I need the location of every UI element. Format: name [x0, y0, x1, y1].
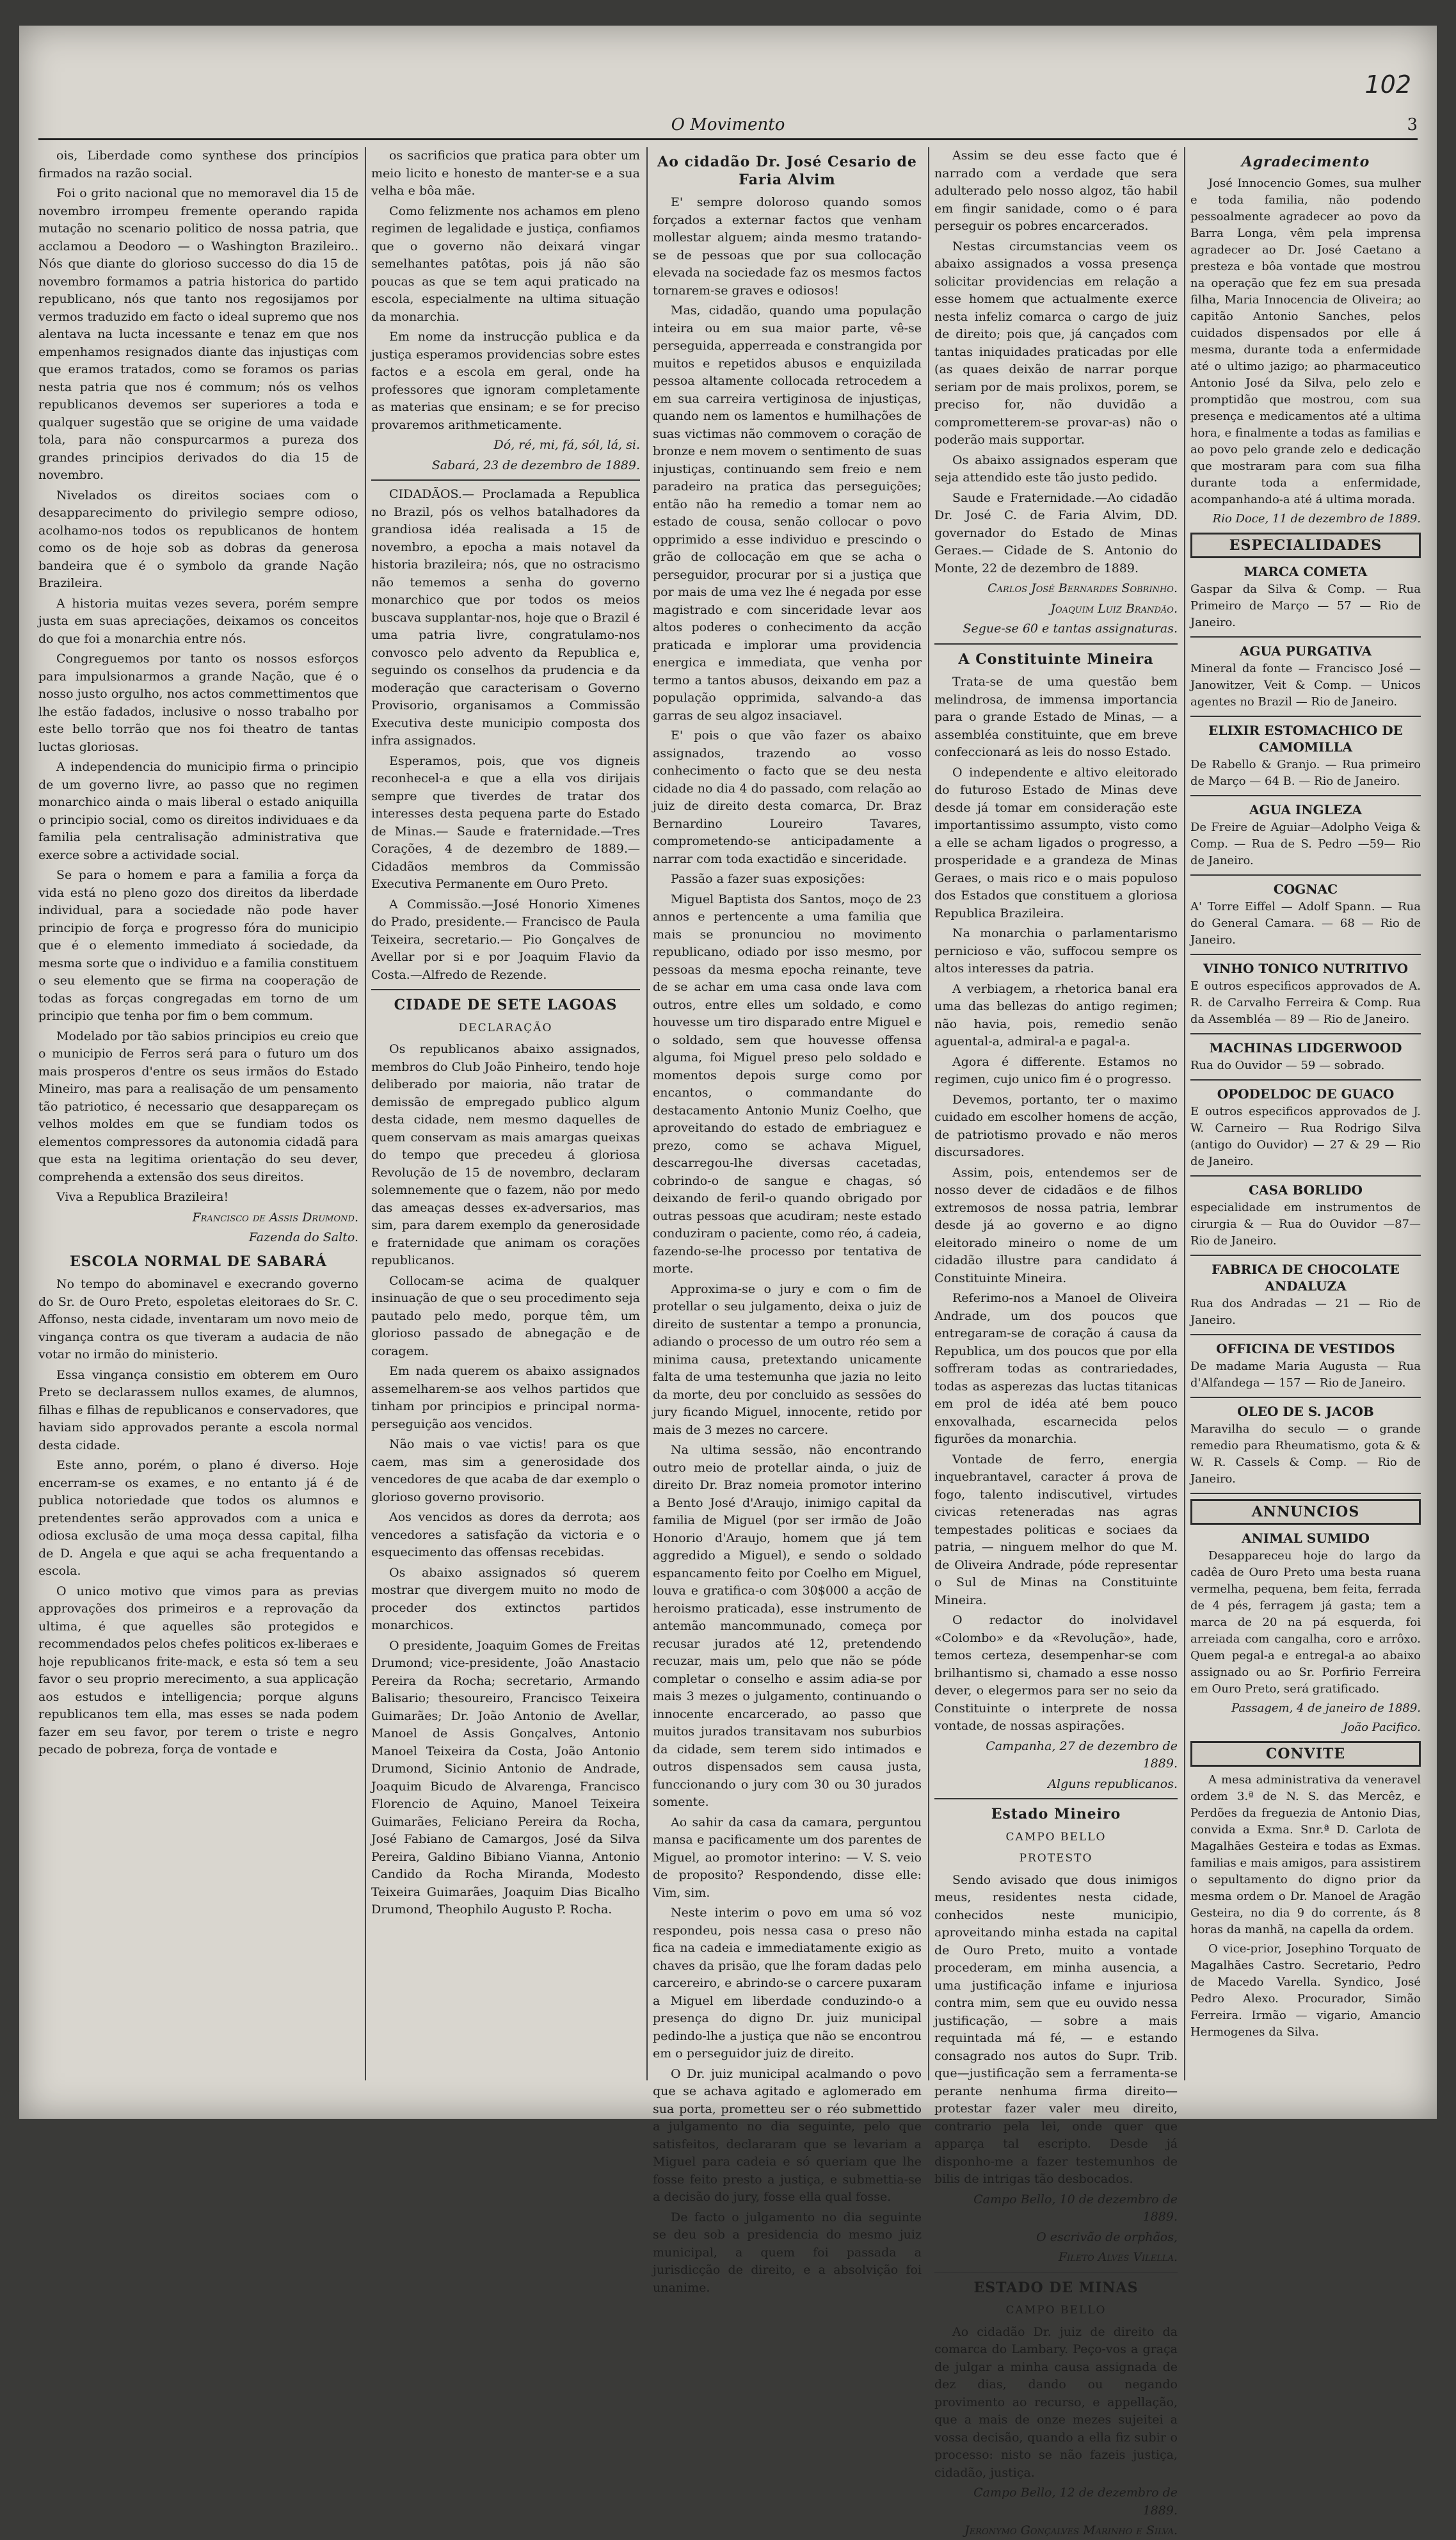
paragraph: Assim se deu esse facto que é narrado com a verdade que sera adulterado pelo nosso algoz, tão habil em fingir sanidade, como o é para perseguir os pobres encarcerados. [934, 149, 1178, 233]
divider [1190, 1079, 1421, 1081]
agradecimento-paragraph: José Innocencio Gomes, sua mulher e toda familia, não podendo pessoalmente agradecer ao povo da Barra Longa, vêm pela imprensa agradecer ao Dr. José Caetano a presteza e bôa vontade que mostrou na operação que fez em sua presada filha, Maria Innocencia de Oliveira; ao capitão Antonio Sanches, pelos cuidados dispensados por elle á mesma, durante toda a enfermidade até o ultimo jazigo; ao pharmaceutico Antonio José da Silva, pelo zelo e promptidão que mostrou, com sua presença e medicamentos até a ultima hora, e finalmente a todas as familias e ao povo pelo grande zelo e dedicação que mostraram para com sua filha durante toda a enfermidade, acompanhando-a até á ultima morada. [1190, 177, 1421, 506]
ad-body: Desappareceu hoje do largo da cadêa de Ouro Preto uma besta ruana vermelha, pequena, bem feita, ferrada de 4 pés, ferragem já gasta; tem a marca de 20 na pá esquerda, foi arreiada com cangalha, coro e arrôxo. Quem pegal-a e entregal-a ao abaixo assignado ou ao Sr. Porfirio Ferreira em Ouro Preto, será gratificado. [1190, 1549, 1421, 1696]
masthead-title: O Movimento [671, 115, 785, 134]
paragraph: Essa vingança consistio em obterem em Ouro Preto se declarassem nullos exames, de alumnos, filhas e filhas de republicanos e conservadores, que haviam sido approvados perante a escola normal desta cidade. [38, 1367, 358, 1452]
page-number: 3 [1407, 115, 1418, 134]
paragraph: Na monarchia o parlamentarismo pernicioso e vão, suffocou sempre os altos interesses da patria. [934, 926, 1178, 976]
section-subtitle: CAMPO BELLO [1005, 1830, 1107, 1844]
signature: Joaquim Luiz Brandão. [1050, 601, 1178, 616]
divider [1190, 636, 1421, 638]
paragraph: A historia muitas vezes severa, porém sempre justa em suas apreciações, deixamos os conceitos do que foi a monarchia entre nós. [38, 596, 358, 646]
paragraph: Mas, cidadão, quando uma população inteira ou em sua maior parte, vê-se perseguida, apperreada e constrangida por muitos e repetidos abusos e enquizilada pessoa altamente collocada retrocedem a em sua carreira vertiginosa de injustiças, quando nem os lamentos e humilhações de suas victimas não commovem o coração de bronze e nem movem o sentimento de suas injustiças, continuando sem freio e nem paradeiro na pratica das perseguições; então não ha remedio a tomar nem ao estado de cousa, senão collocar o povo opprimido a esse individuo e prescindo o grão de collocação em que se acha o perseguidor, procurar por si a justiça que por mais de uma vez lhe é negada por esse magistrado e com sinceridade levar aos altos poderes o conhecimento da acção praticada e implorar uma providencia energica e immediata, que venha por termo a tantos abusos, deixando em paz a população opprimida, salvando-a das garras de seu algoz insaciavel. [653, 303, 922, 723]
column-2-top-paragraphs [371, 147, 640, 434]
paragraph: Referimo-nos a Manoel de Oliveira Andrade, um dos poucos que entregaram-se de coração á causa da Republica, um dos poucos que por ella soffreram todas as contrariedades, todas as asperezas das luctas titanicas em prol de idéa até bem pouco enxovalhada, escarnecida pelos figurões da monarchia. [934, 1291, 1178, 1446]
divider [1190, 1493, 1421, 1494]
convite-paragraph: A mesa administrativa da veneravel ordem 3.ª de N. S. das Mercêz, e Perdões da freguezia de Antonio Dias, convida a Exma. Snr.ª D. Carlota de Magalhães Gesteira e todas as Exmas. familias e mais amigos, para assistirem o sepultamento do digno prior da mesma ordem o Dr. Manoel de Aragão Gesteira, no dia 9 do corrente, ás 8 horas da manhã, na capella da ordem. [1190, 1773, 1421, 1936]
ad-title: MACHINAS LIDGERWOOD [1209, 1040, 1402, 1056]
verse: Dó, ré, mi, fá, sól, lá, si. [493, 438, 640, 452]
column-4-section-paragraphs [934, 673, 1178, 1735]
ads-list [1190, 563, 1421, 1494]
ad-title: VINHO TONICO NUTRITIVO [1203, 961, 1409, 976]
ad-body: A' Torre Eiffel — Adolf Spann. — Rua do General Camara. — 68 — Rio de Janeiro. [1190, 900, 1421, 947]
divider [1190, 1334, 1421, 1335]
paragraph: Os republicanos abaixo assignados, membros do Club João Pinheiro, tendo hoje deliberado por maioria, não tratar de demissão de empregado publico algum desta cidade, nem mesmo daquelles de quem conservam as mais amargas queixas do tempo que precedeu á gloriosa Revolução de 15 de novembro, declaram solemnemente que o fazem, não por medo das ameaças desses ex-adversarios, mas sim, para darem exemplo da generosidade e fraternidade que animam os corações republicanos. [371, 1042, 640, 1267]
dateline: Rio Doce, 11 de dezembro de 1889. [1212, 512, 1421, 526]
divider [1190, 1175, 1421, 1177]
paragraph: O redactor do inolvidavel «Colombo» e da «Revolução», hade, temos certeza, desempenhar-se com brilhantismo si, chamado a esse nosso dever, o elegermos para ser no seio da Constituinte o interprete de nossa vontade, de nossas aspirações. [934, 1613, 1178, 1733]
newspaper-page [19, 26, 1437, 2537]
ad-body: De Rabello & Granjo. — Rua primeiro de Março — 64 B. — Rio de Janeiro. [1190, 758, 1421, 788]
paragraph: O Dr. juiz municipal acalmando o povo que se achava agitado e aglomerado em sua porta, prometteu ser o réo submettido a julgamento no dia seguinte, pelo que satisfeitos, declararam que se levariam a Miguel para cadeia e só queriam que lhe fosse feito presto a justiça, e submettia-se a decisão do jury, fosse ella qual fosse. [653, 2066, 922, 2204]
paragraph: Modelado por tão sabios principios eu creio que o municipio de Ferros será para o futuro um dos mais prosperos d'entre os seus irmãos do Estado Mineiro, mas para a realisação de um pensamento tão patriotico, é necessario que desappareçam os velhos moldes em que se fundiam todos os elementos compressores da autonomia cidadã para que esta na legitima orientação do seu dever, comprehenda a extensão dos seus direitos. [38, 1029, 358, 1184]
paragraph: De facto o julgamento no dia seguinte se deu sob a presidencia do mesmo juiz municipal, a quem foi passada a jurisdicção de direito, e a absolvição foi unanime. [653, 2210, 922, 2295]
protest-paragraph: Sendo avisado que dous inimigos meus, residentes nesta cidade, conhecidos neste municipio, aproveitando minha estada na capital de Ouro Preto, muito a vontade procederam, em minha ausencia, a uma justificação infame e injuriosa contra mim, sem que eu ouvido nessa justificação, — sobre a mais requintada má fé, — e estando consagrado nos autos do Supr. Trib. que—justificação sem a ferramenta-se perante nenhuma firma direito— protestar fazer valer meu direito, contrario pela lei, onde quer que apparça tal escripto. Desde já disponho-me a fazer testemunhos de bilis de intrigas tão desbocados. [934, 1872, 1178, 2186]
divider [1190, 874, 1421, 876]
paragraph: Agora é differente. Estamos no regimen, cujo unico fim é o progresso. [934, 1054, 1178, 1086]
letter-title: Ao cidadão Dr. José Cesario de Faria Alvim [657, 154, 917, 188]
paragraph: Na ultima sessão, não encontrando outro meio de protellar ainda, o juiz de direito Dr. Braz nomeia promotor interino a Bento José d'Araujo, inimigo capital da familia de Miguel (por ser irmão de João Honorio d'Araujo, homem que já tem aggredido a Miguel), e sendo o soldado espancamento feito por Coelho em Miguel, louva e gratifica-o com 30$000 a acção de heroismo praticada), esse instrumento de antemão mancommunado, começa por recusar jurados até 12, pretendendo recuzar, mais um, pelo que não se póde completar o conselho e assim adia-se por mais 3 mezes o julgamento, continuando o innocente encarcerado, ao passo que muitos jurados transitavam nos suburbios da cidade, sem terem sido intimados e outros dispensados sem causa justa, funccionando o jury com 30 ou 30 jurados somente. [653, 1443, 922, 1809]
divider [1190, 716, 1421, 717]
dateline: Campo Bello, 10 de dezembro de 1889. [973, 2192, 1178, 2224]
signature: Carlos José Bernardes Sobrinho. [988, 581, 1178, 595]
ad-title: OLEO DE S. JACOB [1237, 1404, 1374, 1419]
section-title: Agradecimento [1241, 154, 1370, 170]
paragraph: Passão a fazer suas exposições: [671, 872, 865, 886]
paragraph: E' pois o que vão fazer os abaixo assignados, trazendo ao vosso conhecimento o facto que se deu nesta cidade no dia 4 do passado, com relação ao juiz de direito desta comarca, Dr. Braz Bernardino Loureiro Tavares, comprometendo-se anticipadamente a narrar com toda exactidão e sinceridade. [653, 728, 922, 866]
convite-signatures: O vice-prior, Josephino Torquato de Magalhães Castro. Secretario, Pedro de Macedo Varella. Syndico, José Pedro Alexo. Procurador, Simão Ferreira. Irmão — vigario, Amancio Hermogenes da Silva. [1190, 1942, 1421, 2039]
paragraph: ois, Liberdade como synthese dos princípios firmados na razão social. [38, 149, 358, 181]
divider [371, 479, 640, 481]
divider [934, 643, 1178, 645]
ad-title: MARCA COMETA [1244, 564, 1368, 579]
paragraph: Nestas circumstancias veem os abaixo assignados a vossa presença solicitar providencias em relação a esse homem que actualmente exerce nesta infeliz comarca o cargo de juiz de direito; pois que, já cançados com tantas iniquidades praticadas por elle (as quaes deixão de narrar porque seriam por de mais prolixos, porem, se preciso for, não duvidão a comprometterem-se provar-as) não o poderão mais supportar. [934, 239, 1178, 447]
ad-body: De Freire de Aguiar—Adolpho Veiga & Comp. — Rua de S. Pedro —59— Rio de Janeiro. [1190, 821, 1421, 867]
paragraph: Approxima-se o jury e com o fim de protellar o seu julgamento, deixa o juiz de direito de sustentar a tempo a pronuncia, adiando o processo de um outro réo sem a minima causa, pretextando unicamente falta de uma testemunha que jazia no leito da morte, deu por concluido as sessões do jury ficando Miguel, innocente, retido por mais de 3 mezes no carcere. [653, 1282, 922, 1437]
section-subtitle: CAMPO BELLO [1005, 2304, 1107, 2317]
column-4 [934, 147, 1178, 2537]
column-4-top-paragraphs [934, 147, 1178, 577]
dateline: Campanha, 27 de dezembro de 1889. [986, 1739, 1178, 1771]
paragraph: O presidente, Joaquim Gomes de Freitas Drumond; vice-presidente, João Anastacio Pereira da Rocha; secretario, Armando Balisario; thesoureiro, Francisco Teixeira Guimarães; Dr. João Antonio de Avellar, Manoel de Assis Gonçalves, Antonio Manoel Teixeira da Costa, João Antonio Drumond, Sicinio Antonio de Andrade, Joaquim Bicudo de Alvarenga, Francisco Florencio de Aquino, Manoel Teixeira Guimarães, Feliciano Pereira da Rocha, José Fabiano de Camargos, José da Silva Pereira, Galdino Bibiano Vianna, Antonio Candido da Rocha Miranda, Modesto Teixeira Guimarães, Joaquim Dias Bicalho Drumond, Theophilo Augusto P. Rocha. [371, 1638, 640, 1917]
paragraph: Vontade de ferro, energia inquebrantavel, caracter á prova de fogo, talento indiscutivel, virtudes civicas reteneradas nas agras tempestades politicas e sociaes da patria, — ninguem melhor do que M. de Oliveira Andrade, póde representar o Sul de Minas na Constituinte Mineira. [934, 1452, 1178, 1607]
paragraph: Os abaixo assignados esperam que seja attendido este tão justo pedido. [934, 453, 1178, 485]
ad-body: Rua do Ouvidor — 59 — sobrado. [1190, 1059, 1385, 1072]
signature: Francisco de Assis Drumond. [192, 1210, 358, 1225]
ad-title: AGUA INGLEZA [1249, 802, 1363, 817]
paragraph: Os abaixo assignados só querem mostrar que divergem muito no modo de proceder dos extinctos partidos monarchicos. [371, 1565, 640, 1632]
ad-body: Gaspar da Silva & Comp. — Rua Primeiro de Março — 57 — Rio de Janeiro. [1190, 583, 1421, 629]
dateline: Campo Bello, 12 de dezembro de 1889. [973, 2486, 1178, 2518]
dateline: Passagem, 4 de janeiro de 1889. [1231, 1701, 1421, 1715]
paragraph: A Commissão.—José Honorio Ximenes do Prado, presidente.— Francisco de Paula Teixeira, secretario.— Pio Gonçalves de Avellar por si e por Joaquim Flavio da Costa.—Alfredo de Rezende. [371, 897, 640, 982]
column-1-paragraphs [38, 147, 358, 1207]
divider [1190, 1033, 1421, 1034]
column-3-paragraphs [653, 194, 922, 2297]
section-title: ESTADO DE MINAS [973, 2279, 1139, 2296]
dateline: Sabará, 23 de dezembro de 1889. [431, 458, 640, 472]
paragraph: Saude e Fraternidade.—Ao cidadão Dr. José C. de Faria Alvim, DD. governador do Estado de Minas Geraes.— Cidade de S. Antonio do Monte, 22 de dezembro de 1889. [934, 490, 1178, 575]
divider [1190, 1255, 1421, 1256]
divider [934, 2272, 1178, 2273]
ad-title: FABRICA DE CHOCOLATE ANDALUZA [1212, 1262, 1400, 1294]
paragraph: Assim, pois, entendemos ser de nosso dever de cidadãos e de filhos extremosos de nossa patria, lembrar desde já ao governo e ao digno eleitorado mineiro o nome de um cidadão illustre para candidato á Constituinte Mineira. [934, 1165, 1178, 1285]
column-2-bottom-paragraphs [371, 1041, 640, 1919]
signature: Jeronymo Gonçalves Marinho e Silva. [964, 2523, 1178, 2537]
ad-title: OFFICINA DE VESTIDOS [1216, 1341, 1395, 1356]
annuncios-banner: ANNUNCIOS [1190, 1499, 1421, 1525]
paragraph: E' sempre doloroso quando somos forçados a externar factos que venham mollestar alguem; ainda mesmo tratando-se de pessoas que por sua collocação elevada na sociedade faz os mesmos factos tornarem-se graves e odiosos! [653, 195, 922, 298]
column-divider [928, 147, 929, 2080]
signature: O escrivão de orphãos, [1036, 2230, 1178, 2244]
paragraph: Aos vencidos as dores da derrota; aos vencedores a satisfação da victoria e o esquecimento das offensas recebidas. [371, 1510, 640, 1559]
ad-body: especialidade em instrumentos de cirurgia & — Rua do Ouvidor —87— Rio de Janeiro. [1190, 1201, 1421, 1248]
column-1 [38, 147, 358, 2080]
ad-body: De madame Maria Augusta — Rua d'Alfandega — 157 — Rio de Janeiro. [1190, 1360, 1421, 1390]
section-subtitle: DECLARAÇÃO [458, 1021, 553, 1034]
signature: João Pacifico. [1343, 1721, 1421, 1734]
cidadaos-paragraph: CIDADÃOS.— Proclamada a Republica no Brazil, pós os velhos batalhadores da grandiosa idéa realisada a 15 de novembro, a epocha a mais notavel da historia brazileira; nós, que no ostracismo não tememos a senha do governo monarchico que por todos os meios buscava supplantar-nos, hoje que o Brazil é uma patria livre, congratulamo-nos convosco pelo advento da Republica e, seguindo os conselhos da prudencia e da moderação que caracterisam o Governo Provisorio, organisamos a Commissão Executiva deste municipio composta dos infra assignados. [371, 487, 640, 748]
divider [934, 1798, 1178, 1799]
petition-paragraph: Ao cidadão Dr. juiz de direito da comarca do Lambary. Peço-vos a graça de julgar a minha causa assignada de dez dias, dando ou negando provimento ao recurso, e appellação, que a mais de onze mezes sujeitei a vossa decisão, quando a ella fiz subir o processo: nisto se não fazeis justiça, cidadão, justiça. [934, 2324, 1178, 2480]
paragraph: Ao sahir da casa da camara, perguntou mansa e pacificamente um dos parentes de Miguel, ao promotor interino: — V. S. veio de proposito? Respondendo, disse elle: Vim, sim. [653, 1815, 922, 1900]
ad-title: CASA BORLIDO [1249, 1182, 1363, 1198]
section-subtitle: PROTESTO [1019, 1852, 1093, 1865]
ad-title: AGUA PURGATIVA [1239, 643, 1372, 659]
column-divider [646, 147, 648, 2080]
place: Fazenda do Salto. [248, 1230, 358, 1244]
ad-title: ANIMAL SUMIDO [1242, 1531, 1370, 1546]
ad-body: E outros especificos approvados de A. R. de Carvalho Ferreira & Comp. Rua da Assembléa — 89 — Rio de Janeiro. [1190, 979, 1421, 1026]
column-divider [365, 147, 366, 2080]
paragraph: Neste interim o povo em uma só voz respondeu, pois nessa casa o preso não fica na cadeia e immediatamente exigio as chaves da prisão, que lhe foram dadas pelo carcereiro, e abrindo-se o carcere puxaram a Miguel em liberdade conduzindo-o a presença do digno Dr. juiz municipal pedindo-lhe a justiça que não se encontrou em o perseguidor juiz de direito. [653, 1906, 922, 2061]
paragraph: Se para o homem e para a familia a força da vida está no pleno gozo dos direitos da liberdade individual, para a sociedade não pode haver principio de força e progresso fóra do municipio que é o elemento immediato á sociedade, da mesma sorte que o individuo e a familia constituem o seu elemento que se firma na cooperação de todas as forças congregadas em torno de um principio que tenha por fim o bem commum. [38, 868, 358, 1023]
ad-title: ELIXIR ESTOMACHICO DE CAMOMILLA [1208, 723, 1403, 755]
ad-body: Mineral da fonte — Francisco José — Janowitzer, Veit & Comp. — Unicos agentes no Brazil — Rio de Janeiro. [1190, 662, 1421, 709]
paragraph: Este anno, porém, o plano é diverso. Hoje encerram-se os exames, e no entanto já é de publica notoriedade que todos os alumnos e pretendentes serão approvados com a unica e odiosa exclusão de uma moça dessa capital, filha de D. Angela e que aqui se acha frequentando a escola. [38, 1458, 358, 1578]
ad-body: E outros especificos approvados de J. W. Carneiro — Rua Rodrigo Silva (antigo do Ouvidor) — 27 & 29 — Rio de Janeiro. [1190, 1105, 1421, 1168]
divider [1190, 795, 1421, 796]
section-title: A Constituinte Mineira [958, 650, 1154, 668]
paragraph: Nivelados os direitos sociaes com o desapparecimento do privilegio sempre odioso, acolhamo-nos todos os republicanos de hontem como os de hoje sob as dobras da generosa bandeira que é o symbolo da grande Nação Brazileira. [38, 488, 358, 590]
paragraph: Não mais o vae victis! para os que caem, mas sim a generosidade dos vencedores de que acaba de dar exemplo o glorioso governo provisorio. [371, 1437, 640, 1504]
section-paragraphs [38, 1276, 358, 1759]
column-2 [371, 147, 640, 2080]
section-title: Estado Mineiro [991, 1806, 1121, 1822]
paragraph: Foi o grito nacional que no memoravel dia 15 de novembro irrompeu fremente operando rapida mutação no scenario politico de nossa patria, que acclamou a Deodoro — o Washington Brazileiro.. Nós que diante do glorioso successo do dia 15 de novembro formamos a patria historica do partido republicano, nós que tanto nos regosijamos por vermos traduzido em facto o ideal supremo que nos alentava na lucta incessante e tenaz em que nos empenhamos resignados diante das injustiças com que eramos tratados, como se foramos os parias nesta patria que nos é commum; nós os velhos republicanos devemos ser superiores a toda e qualquer sugestão que se origine de uma vaidade tola, para não conspurcarmos a pureza dos grandes principios derivados do dia 15 de novembro. [38, 186, 358, 482]
divider [371, 989, 640, 990]
paragraph: Esperamos, pois, que vos digneis reconhecel-a e que a ella vos dirijais sempre que tiverdes de tratar dos interesses desta pequena parte do Estado de Minas.— Saude e fraternidade.—Tres Corações, 4 de dezembro de 1889.—Cidadãos membros da Commissão Executiva Permanente em Ouro Preto. [371, 753, 640, 891]
section-title: ESCOLA NORMAL DE SABARÁ [69, 1253, 328, 1270]
especialidades-banner: ESPECIALIDADES [1190, 533, 1421, 558]
paragraph: O independente e altivo eleitorado do futuroso Estado de Minas deve desde já tomar em consideração este importantissimo assumpto, visto como a elle se acham ligados o progresso, a prosperidade e a grandeza de Minas Geraes, o mais rico e o mais populoso dos Estados que constituem a gloriosa Republica Brazileira. [934, 765, 1178, 920]
paragraph: A verbiagem, a rhetorica banal era uma das bellezas do antigo regimen; não havia, pois, remedio senão aguental-a, admiral-a e pagal-a. [934, 981, 1178, 1049]
paragraph: Miguel Baptista dos Santos, moço de 23 annos e pertencente a uma familia que mais se pronunciou no movimento republicano, odiado por isso mesmo, por pessoas da mesma epocha reinante, teve de se achar em uma casa onde lava com outros, entre elles um soldado, e como houvesse um tiro disparado entre Miguel e o soldado, sem que houvesse offensa alguma, foi Miguel preso pelo soldado e momentos depois surge como por encantos, o commandante do destacamento Antonio Muniz Coelho, que aproveitando do estado de embriaguez e prezo, como se achava Miguel, descarregou-lhe diversas cacetadas, cobrindo-o de sangue e chagas, só deixando de feril-o quando obrigado por outras pessoas que acudiram; neste estado conduziram o paciente, como réo, á cadeia, fazendo-se-lhe processo por tentativa de morte. [653, 892, 922, 1276]
convite-banner: CONVITE [1190, 1741, 1421, 1767]
section-title: CIDADE DE SETE LAGOAS [394, 997, 618, 1013]
paragraph: O unico motivo que vimos para as previas approvações dos primeiros e a reprovação da ultima, é que aquelles são protegidos e recommendados pelos chefes politicos ex-liberaes e hoje republicanos frite-mack, e esta só tem a seu favor o seu proprio merecimento, a sua applicação aos estudos e intelligencia; porque alguns republicanos tem ella, mas esses se nada podem fazer em seu favor, por terem o triste e negro pecado de pobreza, força de vontade e [38, 1584, 358, 1756]
divider [1190, 1397, 1421, 1398]
page-header [38, 96, 1418, 140]
paragraph: No tempo do abominavel e execrando governo do Sr. de Ouro Preto, espoletas eleitoraes do Sr. C. Affonso, nesta cidade, inventaram um novo meio de vingança contra os que tiveram a audacia de não votar no irmão do ministerio. [38, 1277, 358, 1362]
column-5 [1190, 147, 1421, 2080]
paragraph: Em nada querem os abaixo assignados assemelharem-se aos velhos partidos que tinham por principios e principal norma-perseguição aos vencidos. [371, 1364, 640, 1431]
column-3 [653, 147, 922, 2295]
paragraph: Trata-se de uma questão bem melindrosa, de immensa importancia para o grande Estado de Minas, — a assembléa constituinte, que em breve confeccionará as leis do nosso Estado. [934, 675, 1178, 759]
ad-body: Rua dos Andradas — 21 — Rio de Janeiro. [1190, 1297, 1421, 1327]
ad-title: COGNAC [1273, 881, 1338, 897]
paragraph: Collocam-se acima de qualquer insinuação de que o seu procedimento seja pautado pelo medo, porque têm, um glorioso passado de abnegação e de coragem. [371, 1273, 640, 1358]
signature-note: Segue-se 60 e tantas assignaturas. [963, 622, 1178, 636]
signature: Fileto Alves Vilella. [1058, 2250, 1178, 2264]
ad-title: OPODELDOC DE GUACO [1217, 1086, 1395, 1102]
divider [1190, 954, 1421, 955]
paragraph: Congreguemos por tanto os nossos esforços para impulsionarmos a grande Nação, que é o nosso justo orgulho, nos actos commettimentos que lhe estão fadados, inclusive o nosso trabalho por este bello torrão que nos foi theatro de tantas luctas gloriosas. [38, 652, 358, 754]
column-2-mid-paragraphs [371, 753, 640, 985]
ad-body: Maravilha do seculo — o grande remedio para Rheumatismo, gota & & W. R. Cassels & Comp. — Rio de Janeiro. [1190, 1422, 1421, 1486]
signature: Alguns republicanos. [1048, 1776, 1178, 1791]
paragraph: Viva a Republica Brazileira! [56, 1190, 229, 1204]
handwritten-page-number: 102 [1364, 70, 1411, 99]
paragraph: Em nome da instrucção publica e da justiça esperamos providencias sobre estes factos e a escola em geral, onde ha professores que ignoram completamente as materias que ensinam; e se for preciso provaremos arithmeticamente. [371, 330, 640, 432]
paragraph: Devemos, portanto, ter o maximo cuidado em escolher homens de acção, de patriotismo provado e não meros discursadores. [934, 1092, 1178, 1159]
paragraph: A independencia do municipio firma o principio de um governo livre, ao passo que no regimen monarchico ainda o mais liberal o estado aniquilla o principio social, como os direitos individuaes e da familia pela centralisação administrativa que exerce sobre a actividade social. [38, 760, 358, 862]
paragraph: os sacrificios que pratica para obter um meio licito e honesto de manter-se e a sua velha e bôa mãe. [371, 149, 640, 198]
paragraph: Como felizmente nos achamos em pleno regimen de legalidade e justiça, confiamos que o governo não deixará vingar semelhantes patôtas, pois já não são poucas as que se tem aqui praticado na escola, especialmente na ultima situação da monarchia. [371, 204, 640, 324]
column-divider [1184, 147, 1185, 2080]
